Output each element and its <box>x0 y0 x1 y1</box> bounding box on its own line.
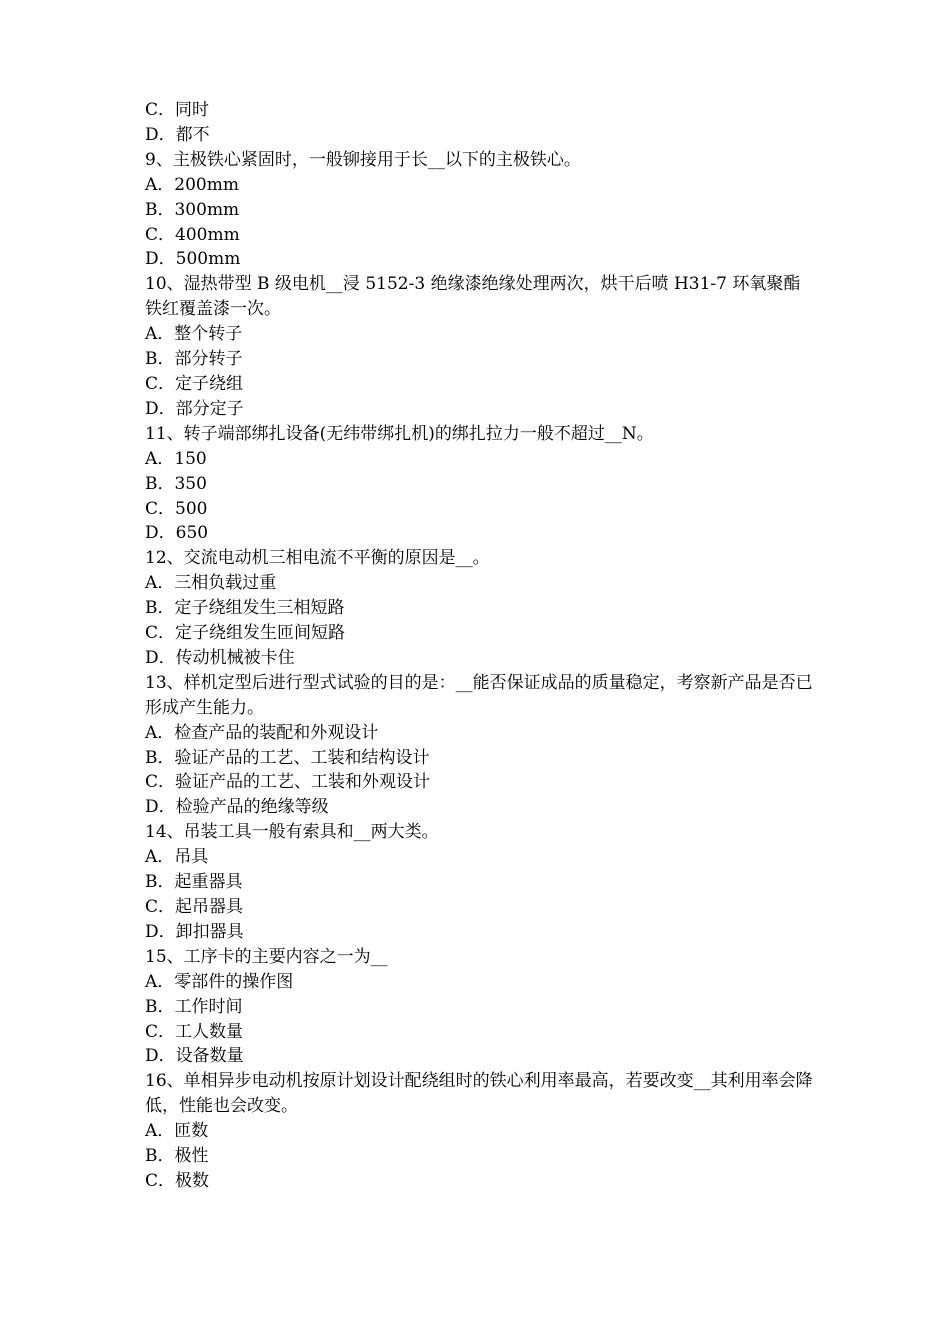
option-line: A．整个转子 <box>145 324 243 345</box>
question-stem: 14、吊装工具一般有索具和__两大类。 <box>145 822 439 843</box>
option-line: B．起重器具 <box>145 872 243 893</box>
option-line: D．都不 <box>145 124 210 145</box>
option-line: A．吊具 <box>145 847 209 868</box>
question-stem: 11、转子端部绑扎设备(无纬带绑扎机)的绑扎拉力一般不超过__N。 <box>145 423 654 444</box>
question-stem: 13、样机定型后进行型式试验的目的是：__能否保证成品的质量稳定，考察新产品是否已形成产生能力。 <box>145 672 813 718</box>
option-line: C．工人数量 <box>145 1021 244 1042</box>
option-line: B．验证产品的工艺、工装和结构设计 <box>145 747 430 768</box>
option-line: C．400mm <box>145 224 240 245</box>
option-line: A．三相负载过重 <box>145 573 277 594</box>
option-line: C．同时 <box>145 100 210 120</box>
option-line: C．定子绕组发生匝间短路 <box>145 623 346 644</box>
question-stem: 15、工序卡的主要内容之一为__ <box>145 946 388 967</box>
option-line: C．定子绕组 <box>145 373 244 394</box>
option-line: D．卸扣器具 <box>145 921 244 942</box>
option-line: B．定子绕组发生三相短路 <box>145 598 345 619</box>
option-line: D．650 <box>145 523 209 544</box>
option-line: C．500 <box>145 498 208 519</box>
option-line: A．匝数 <box>145 1121 209 1142</box>
question-stem: 16、单相异步电动机按原计划设计配绕组时的铁心利用率最高，若要改变__其利用率会降低，性能也会改变。 <box>145 1071 813 1117</box>
option-line: D．500mm <box>145 249 241 270</box>
option-line: D．检验产品的绝缘等级 <box>145 797 329 818</box>
option-line: B．工作时间 <box>145 996 243 1017</box>
option-line: C．起吊器具 <box>145 897 244 917</box>
option-line: B．350 <box>145 473 207 494</box>
option-line: A．零部件的操作图 <box>145 971 294 992</box>
option-line: A．检查产品的装配和外观设计 <box>145 722 379 743</box>
option-line: B．极性 <box>145 1146 209 1167</box>
option-line: D．传动机械被卡住 <box>145 647 295 668</box>
option-line: D．设备数量 <box>145 1046 244 1067</box>
option-line: B．部分转子 <box>145 349 243 370</box>
option-line: B．300mm <box>145 199 240 220</box>
document-page <box>145 98 815 1194</box>
question-stem: 9、主极铁心紧固时，一般铆接用于长__以下的主极铁心。 <box>145 149 581 170</box>
option-line: A．150 <box>145 448 207 469</box>
option-line: C．验证产品的工艺、工装和外观设计 <box>145 772 431 793</box>
option-line: C．极数 <box>145 1170 210 1191</box>
option-line: D．部分定子 <box>145 398 244 419</box>
question-stem: 10、湿热带型 B 级电机__浸 5152-3 绝缘漆绝缘处理两次，烘干后喷 H31-7 环氧聚酯铁红覆盖漆一次。 <box>145 274 801 320</box>
option-line: A．200mm <box>145 174 239 195</box>
question-stem: 12、交流电动机三相电流不平衡的原因是__。 <box>145 548 490 569</box>
